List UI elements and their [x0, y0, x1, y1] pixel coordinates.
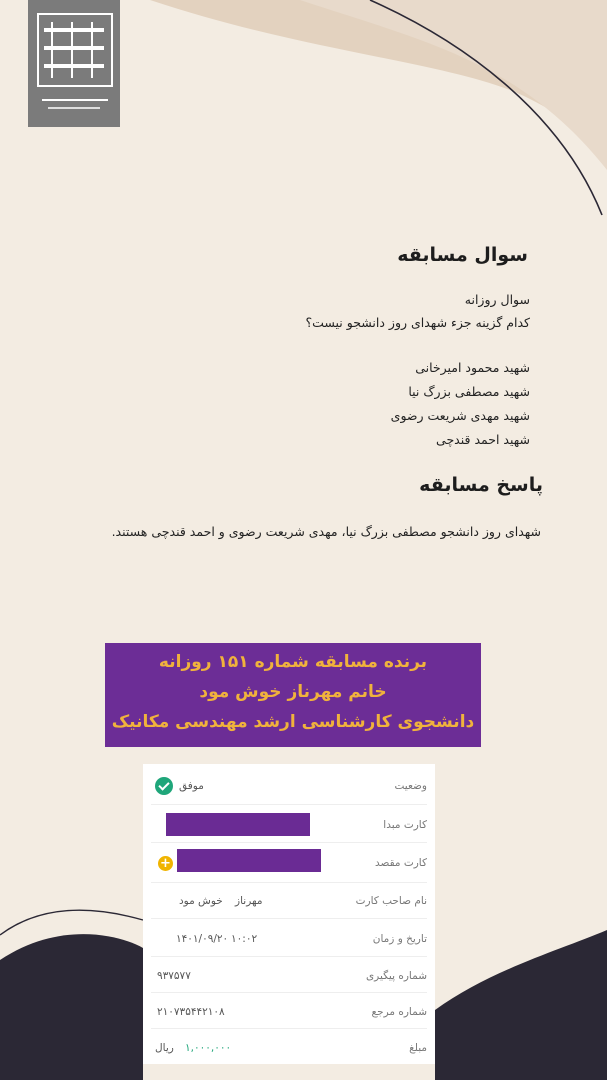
- option-1: شهید محمود امیرخانی: [415, 360, 530, 375]
- source-card-label: کارت مبدا: [383, 819, 427, 831]
- option-2: شهید مصطفی بزرگ نیا: [408, 384, 530, 399]
- tracking-value: ۹۳۷۵۷۷: [157, 970, 191, 982]
- answer-heading: پاسخ مسابقه: [419, 474, 543, 496]
- winner-degree: دانشجوی کارشناسی ارشد مهندسی مکانیک: [111, 712, 475, 732]
- option-3: شهید مهدی شریعت رضوی: [390, 408, 530, 423]
- question-heading: سوال مسابقه: [397, 244, 528, 266]
- plus-icon[interactable]: +: [158, 856, 173, 871]
- status-value: موفق: [179, 780, 204, 792]
- question-text: کدام گزینه جزء شهدای روز دانشجو نیست؟: [305, 315, 530, 330]
- question-type: سوال روزانه: [464, 292, 530, 307]
- status-label: وضعیت: [394, 780, 427, 792]
- amount-unit: ریال: [155, 1042, 174, 1054]
- winner-name: خانم مهرناز خوش مود: [199, 682, 387, 702]
- time-value: ۱۰:۰۲: [231, 933, 258, 945]
- option-4: شهید احمد قندچی: [436, 432, 530, 447]
- payment-receipt: [143, 764, 435, 1064]
- tracking-label: شماره پیگیری: [365, 970, 427, 982]
- dest-card-label: کارت مقصد: [374, 857, 427, 869]
- winner-line-1: برنده مسابقه شماره ۱۵۱ روزانه: [158, 652, 428, 672]
- reference-value: ۲۱۰۷۳۵۴۴۲۱۰۸: [157, 1006, 225, 1018]
- reference-label: شماره مرجع: [371, 1006, 427, 1018]
- winner-banner: [105, 643, 481, 747]
- check-icon: [155, 777, 173, 795]
- dest-card-redacted: [177, 849, 321, 872]
- owner-first-name: مهرناز: [235, 895, 263, 907]
- owner-label: نام صاحب کارت: [355, 895, 427, 907]
- amount-value: ۱,۰۰۰,۰۰۰: [185, 1042, 232, 1054]
- datetime-label: تاریخ و زمان: [372, 933, 427, 945]
- amount-label: مبلغ: [409, 1042, 427, 1054]
- date-value: ۱۴۰۱/۰۹/۲۰: [176, 933, 229, 945]
- university-logo: [28, 0, 120, 127]
- source-card-redacted: [166, 813, 310, 836]
- answer-text: شهدای روز دانشجو مصطفی بزرگ نیا، مهدی شریعت رضوی و احمد قندچی هستند.: [111, 524, 541, 539]
- owner-last-name: خوش مود: [179, 895, 223, 907]
